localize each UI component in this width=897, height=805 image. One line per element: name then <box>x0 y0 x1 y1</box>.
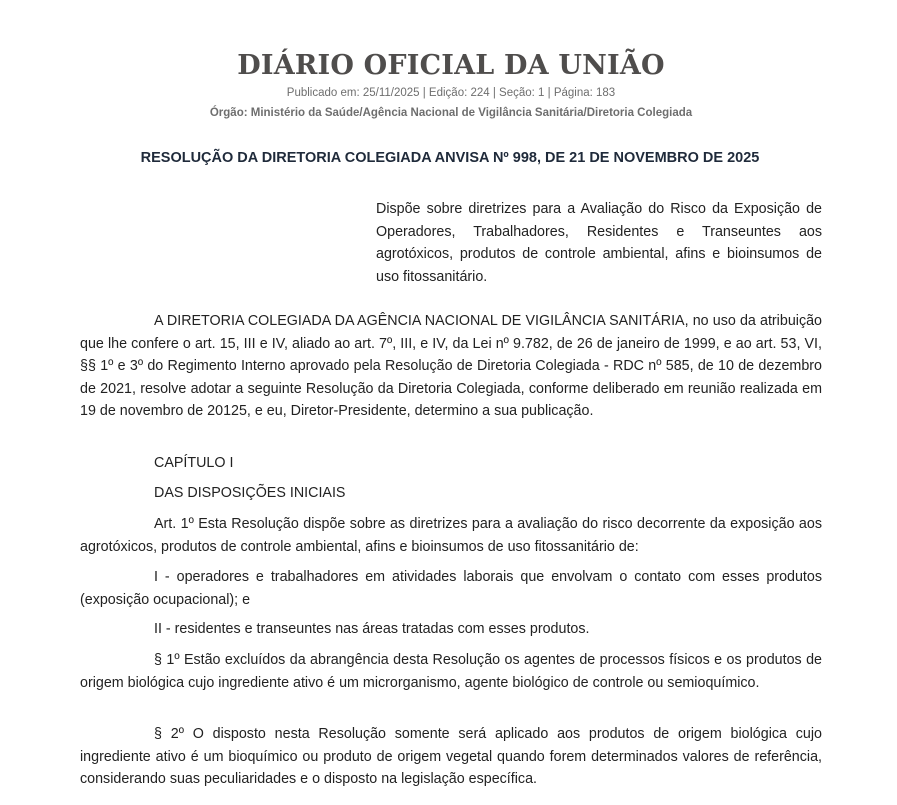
paragraph-1: § 1º Estão excluídos da abrangência desta Resolução os agentes de processos físicos e os produtos de origem biológica cujo ingrediente ativo é um microrganismo, agente biológico de controle ou semioquímico. <box>80 652 822 691</box>
ementa: Dispõe sobre diretrizes para a Avaliação do Risco da Exposição de Operadores, Trabalhadores, Residentes e Transeuntes aos agrotóxicos, produtos de controle ambiental, afins e bioinsumos de uso fitossanitário. <box>376 201 822 285</box>
item-ii: II - residentes e transeuntes nas áreas tratadas com esses produtos. <box>154 621 590 637</box>
item-i: I - operadores e trabalhadores em atividades laborais que envolvam o contato com esses produtos (exposição ocupacional); e <box>80 569 822 608</box>
paragraph-2: § 2º O disposto nesta Resolução somente será aplicado aos produtos de origem biológica cujo ingrediente ativo é um bioquímico ou produto de origem vegetal quando forem determinados valores de referência, considerando suas peculiaridades e o disposto na legislação específica. <box>80 726 822 787</box>
chapter-heading: CAPÍTULO I <box>154 455 234 471</box>
resolution-title: RESOLUÇÃO DA DIRETORIA COLEGIADA ANVISA Nº 998, DE 21 DE NOVEMBRO DE 2025 <box>140 150 760 166</box>
preamble: A DIRETORIA COLEGIADA DA AGÊNCIA NACIONAL DE VIGILÂNCIA SANITÁRIA, no uso da atribuição que lhe confere o art. 15, III e IV, aliado ao art. 7º, III, e IV, da Lei nº 9.782, de 26 de janeiro de 1999, e ao art. 53, VI, §§ 1º e 3º do Regimento Interno aprovado pela Resolução de Diretoria Colegiada - RDC nº 585, de 10 de dezembro de 2021, resolve adotar a seguinte Resolução da Diretoria Colegiada, conforme deliberado em reunião realizada em 19 de novembro de 20125, e eu, Diretor-Presidente, determino a sua publicação. <box>80 313 822 419</box>
chapter-title: DAS DISPOSIÇÕES INICIAIS <box>154 485 346 501</box>
publication-info: Publicado em: 25/11/2025 | Edição: 224 | Seção: 1 | Página: 183 <box>286 87 616 99</box>
clipped-next-line <box>154 800 822 805</box>
article-1: Art. 1º Esta Resolução dispõe sobre as diretrizes para a avaliação do risco decorrente da exposição aos agrotóxicos, produtos de controle ambiental, afins e bioinsumos de uso fitossanitário de: <box>80 516 822 555</box>
masthead-title: DIÁRIO OFICIAL DA UNIÃO <box>237 50 665 81</box>
orgao-line: Órgão: Ministério da Saúde/Agência Nacional de Vigilância Sanitária/Diretoria Colegiada <box>209 107 693 119</box>
